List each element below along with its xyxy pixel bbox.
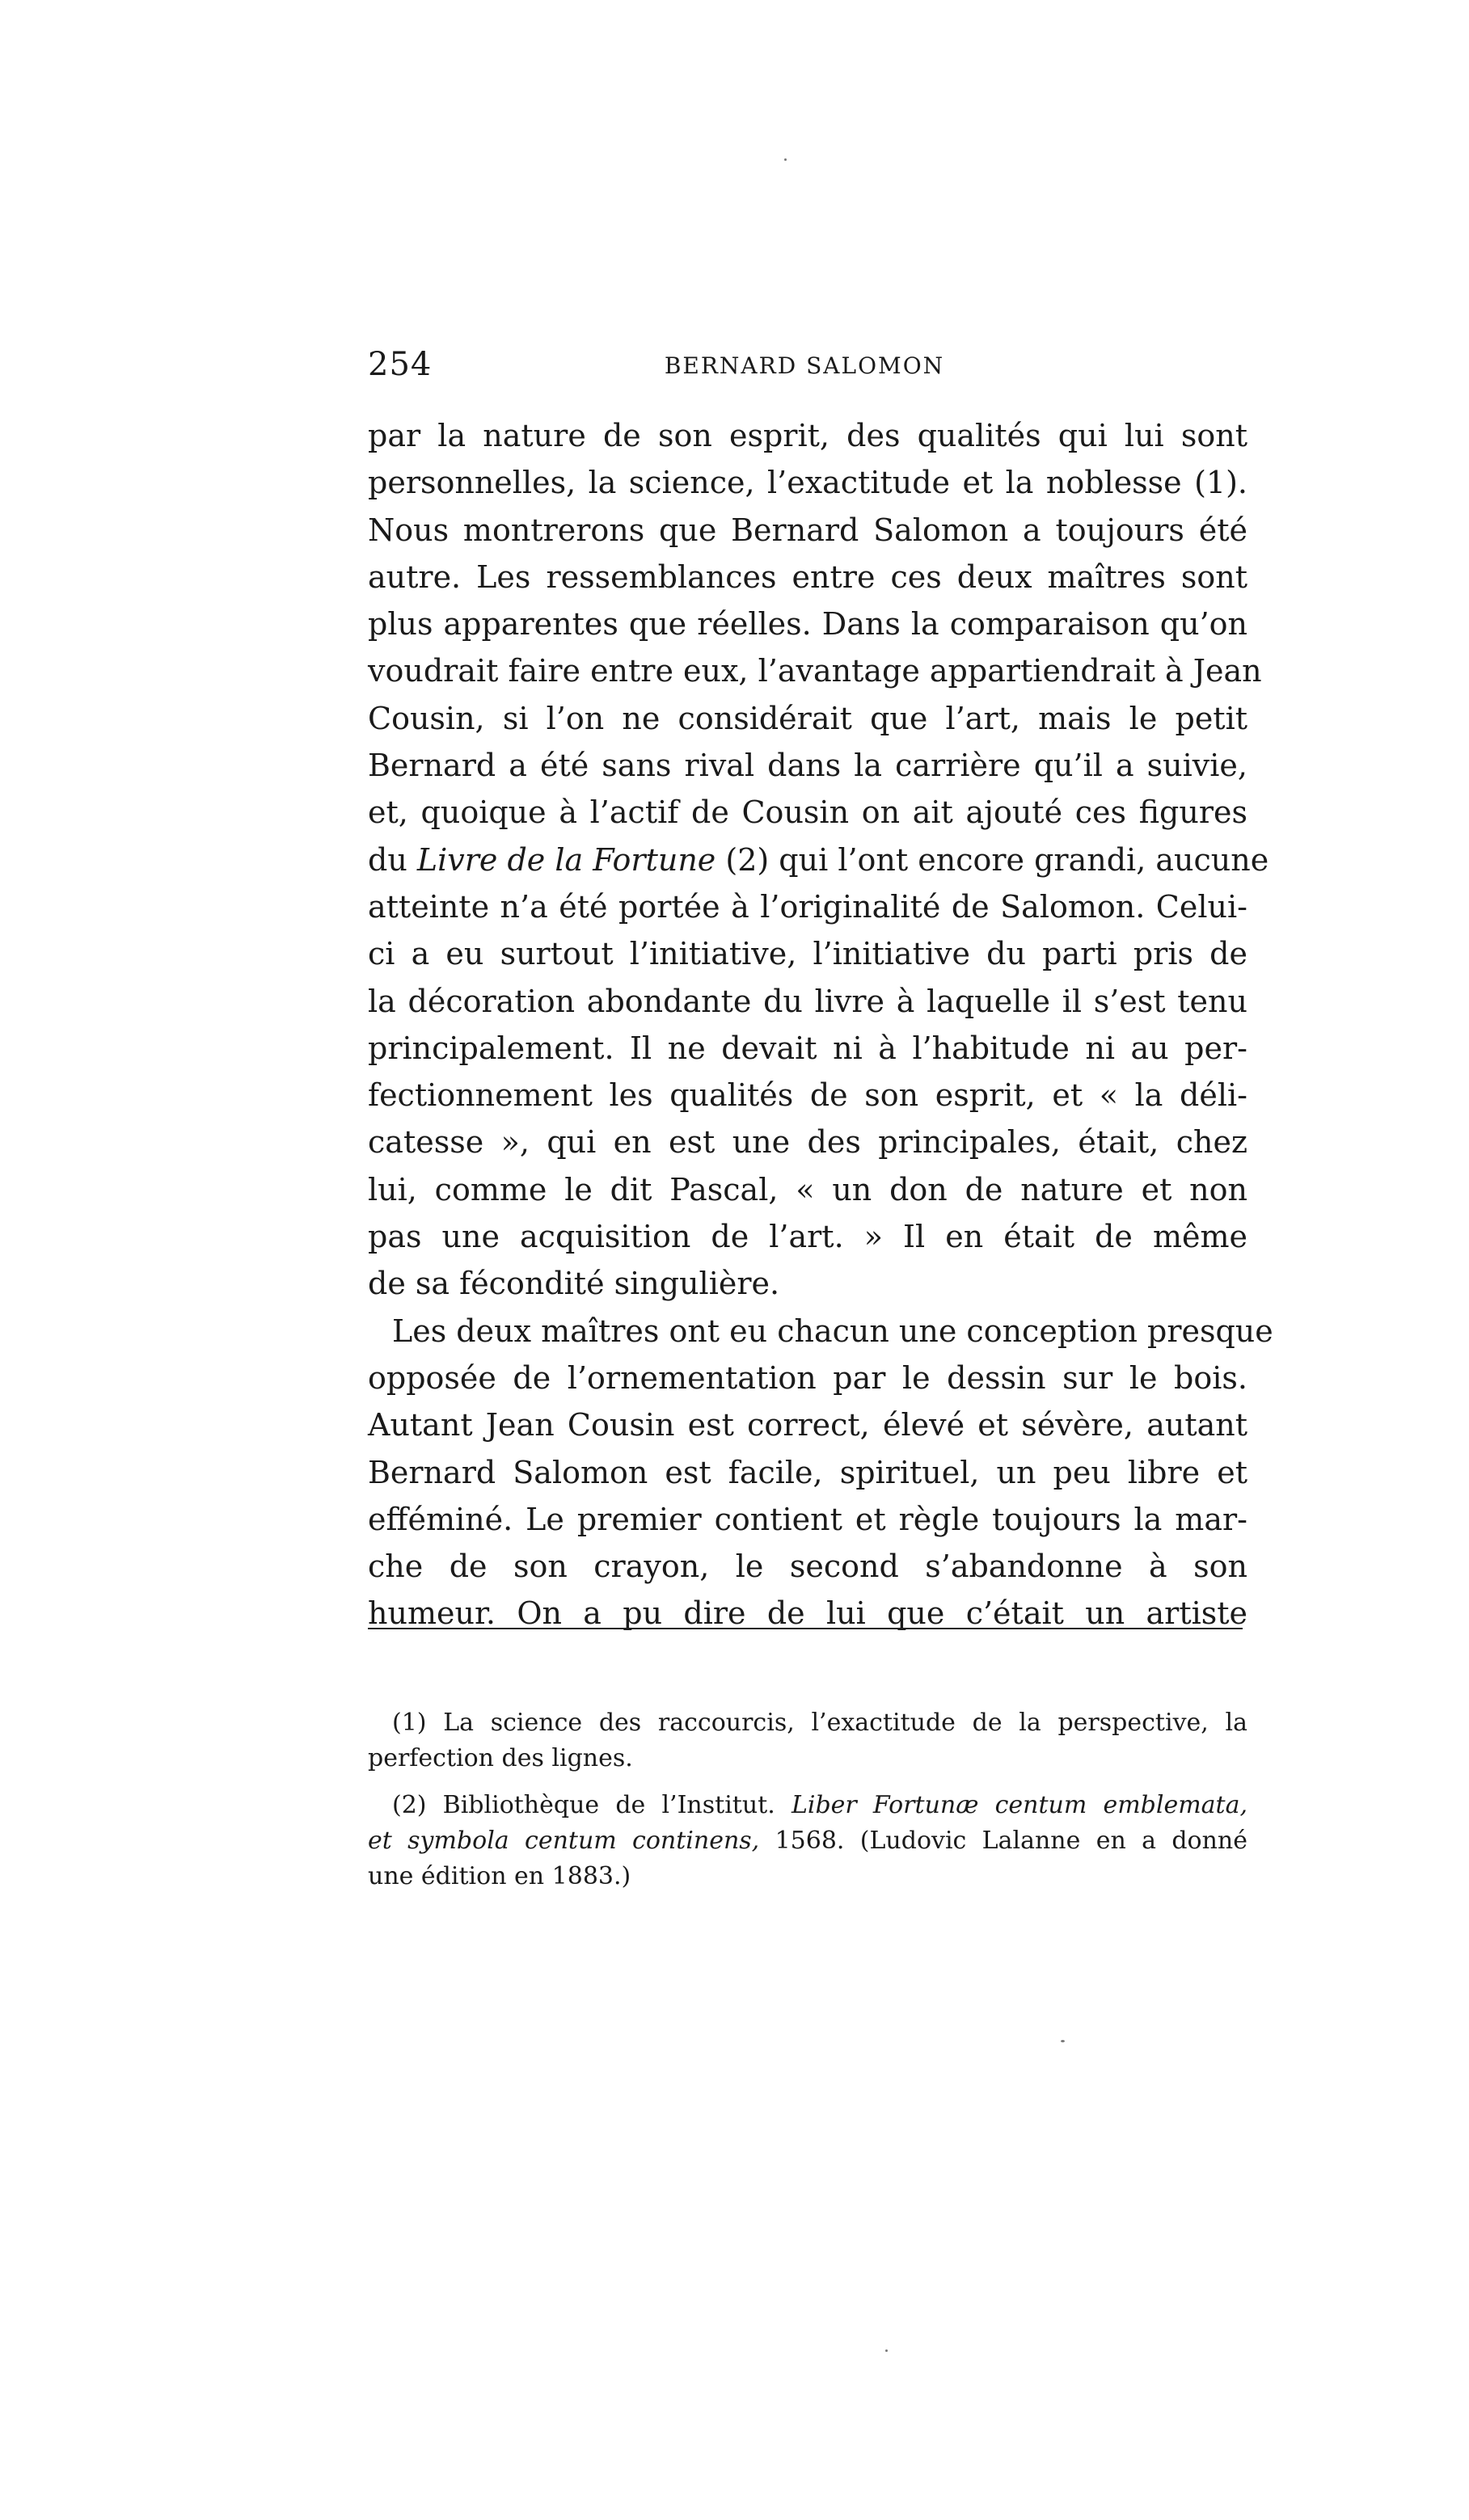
text-line: Les deux maîtres ont eu chacun une conception presque: [392, 1313, 1273, 1349]
text-line: pas une acquisition de l’art. » Il en était de même: [368, 1219, 1247, 1255]
text-line: par la nature de son esprit, des qualités qui lui sont: [368, 418, 1247, 453]
text-line: lui, comme le dit Pascal, « un don de nature et non: [368, 1171, 1247, 1207]
footnote-1-line: perfection des lignes.: [368, 1744, 633, 1772]
text-line: Nous montrerons que Bernard Salomon a toujours été: [368, 512, 1247, 548]
footnote-1-line: (1) La science des raccourcis, l’exactitude de la perspective, la: [392, 1709, 1247, 1737]
paper-speck: [885, 2349, 888, 2352]
text-line: Bernard a été sans rival dans la carrière qu’il a suivie,: [368, 748, 1247, 784]
text-line: efféminé. Le premier contient et règle toujours la mar-: [368, 1501, 1247, 1537]
paper-speck: [784, 158, 787, 161]
text-line: de sa fécondité singulière.: [368, 1266, 780, 1302]
text-line: plus apparentes que réelles. Dans la comparaison qu’on: [368, 606, 1247, 643]
text-line: autre. Les ressemblances entre ces deux maîtres sont: [368, 558, 1247, 595]
text-line: che de son crayon, le second s’abandonne à son: [368, 1549, 1247, 1585]
text-line: ci a eu surtout l’initiative, l’initiative du parti pris de: [368, 936, 1247, 972]
book-title-italic: Livre de la Fortune: [416, 841, 716, 878]
text-fragment: du: [368, 841, 417, 878]
text-line: la décoration abondante du livre à laquelle il s’est tenu: [368, 983, 1247, 1019]
paper-speck: [1061, 2040, 1065, 2042]
main-text: [368, 412, 1273, 1637]
footnote-spacer: [368, 1776, 1247, 1788]
text-line: Cousin, si l’on ne considérait que l’art, mais le petit: [368, 700, 1247, 736]
text-line: voudrait faire entre eux, l’avantage appartiendrait à Jean: [368, 653, 1262, 689]
text-line: catesse », qui en est une des principales, était, chez: [368, 1124, 1247, 1161]
latin-title-italic: Liber Fortunæ centum emblemata,: [791, 1791, 1248, 1819]
text-line: humeur. On a pu dire de lui que c’était un artiste: [368, 1595, 1247, 1632]
footnote-2-line: [368, 1823, 1247, 1859]
text-fragment: 1568. (Ludovic Lalanne en a donné: [759, 1827, 1248, 1855]
text-line: atteinte n’a été portée à l’originalité de Salomon. Celui-: [368, 888, 1247, 925]
text-fragment: (2) Bibliothèque de l’Institut.: [392, 1791, 791, 1819]
text-line: principalement. Il ne devait ni à l’habitude ni au per-: [368, 1030, 1247, 1066]
text-line: Bernard Salomon est facile, spirituel, un peu libre et: [368, 1454, 1247, 1490]
footnote-2-line: [368, 1788, 1247, 1823]
footnotes: [368, 1705, 1247, 1894]
text-line: personnelles, la science, l’exactitude et la noblesse (1).: [368, 465, 1247, 501]
running-title: BERNARD SALOMON: [664, 352, 945, 379]
running-head: [368, 346, 1241, 394]
footnote-divider: [368, 1628, 1243, 1629]
text-line: opposée de l’ornementation par le dessin sur le bois.: [368, 1359, 1247, 1396]
text-line: fectionnement les qualités de son esprit, et « la déli-: [368, 1077, 1247, 1114]
text-fragment: (2) qui l’ont encore grandi, aucune: [716, 841, 1269, 878]
text-line: Autant Jean Cousin est correct, élevé et sévère, autant: [368, 1407, 1247, 1443]
page-number: 254: [368, 346, 433, 383]
footnote-2-line: une édition en 1883.): [368, 1862, 631, 1890]
text-line: [368, 836, 1269, 883]
latin-title-italic: et symbola centum continens,: [368, 1827, 760, 1855]
text-line: et, quoique à l’actif de Cousin on ait ajouté ces figures: [368, 794, 1247, 831]
